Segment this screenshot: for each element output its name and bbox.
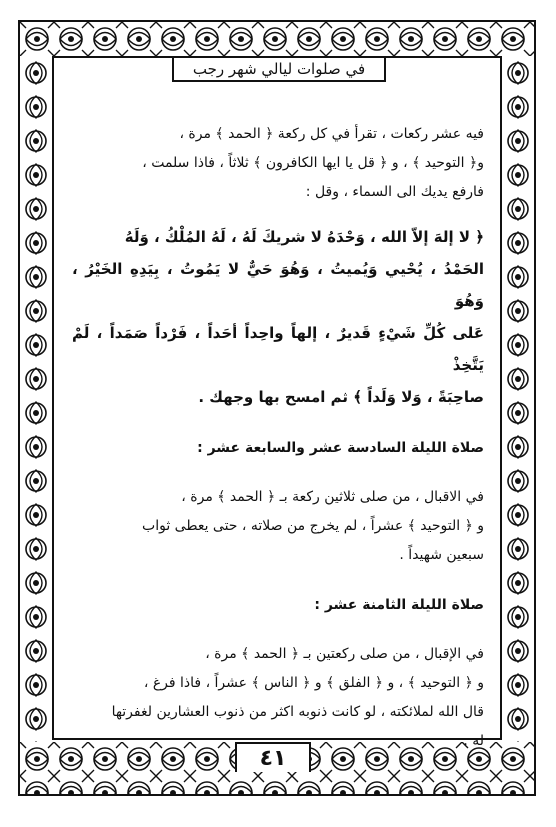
section-line: قال الله لملائكته ، لو كانت ذنوبه اكثر من ذنوب العشارين لغفرتها (111, 704, 484, 720)
intro-line: و﴿ التوحيد ﴾ ، و ﴿ قل يا ايها الكافرون ﴾ ثلاثاً ، فاذا سلمت ، (142, 155, 484, 171)
section-heading: صلاة الليلة السادسة عشر والسابعة عشر : (197, 440, 484, 456)
section-line: في الاقبال ، من صلى ثلاثين ركعة بـ ﴿ الحمد ﴾ مرة ، (181, 489, 484, 505)
running-header (172, 58, 386, 82)
dhikr-line: الحَمْدُ ، يُحْيي وَيُميتُ ، وَهُوَ حَيٌّ لا يَمُوتُ ، بِيَدِهِ الخَيْرُ ، وَهُوَ (72, 260, 484, 310)
dhikr-line: عَلى كُلِّ شَيْءٍ قَديرٌ ، إلهاً واحِداً أحَداً ، فَرْداً صَمَداً ، لَمْ يَتَّخِذْ (72, 324, 484, 374)
intro-line: فارفع يديك الى السماء ، وقل : (305, 184, 484, 200)
intro-line: فيه عشر ركعات ، تقرأ في كل ركعة ﴿ الحمد ﴾ مرة ، (179, 126, 484, 142)
section-line: في الإقبال ، من صلى ركعتين بـ ﴿ الحمد ﴾ مرة ، (205, 646, 484, 662)
section-line: له . (463, 733, 484, 749)
running-header-title: في صلوات ليالي شهر رجب (192, 60, 366, 78)
page-number-label: ٤١ (259, 745, 287, 771)
dhikr-line: ﴿ لا إلهَ إلاّ الله ، وَحْدَهُ لا شريكَ لَهُ ، لَهُ المُلْكُ ، وَلَهُ (124, 228, 484, 246)
section-line: و ﴿ التوحيد ﴾ ، و ﴿ الفلق ﴾ و ﴿ الناس ﴾ عشراً ، فاذا فرغ ، (143, 675, 484, 691)
section-line: و ﴿ التوحيد ﴾ عشراً ، لم يخرج من صلاته ، حتى يعطى ثواب (142, 518, 484, 534)
dhikr-line: صاحِبَةً ، وَلا وَلَداً ﴾ ثم امسح بها وجهك . (198, 388, 484, 406)
page-content (72, 120, 484, 756)
section-heading: صلاة الليلة الثامنة عشر : (314, 597, 484, 613)
section-line: سبعين شهيداً . (399, 547, 484, 563)
